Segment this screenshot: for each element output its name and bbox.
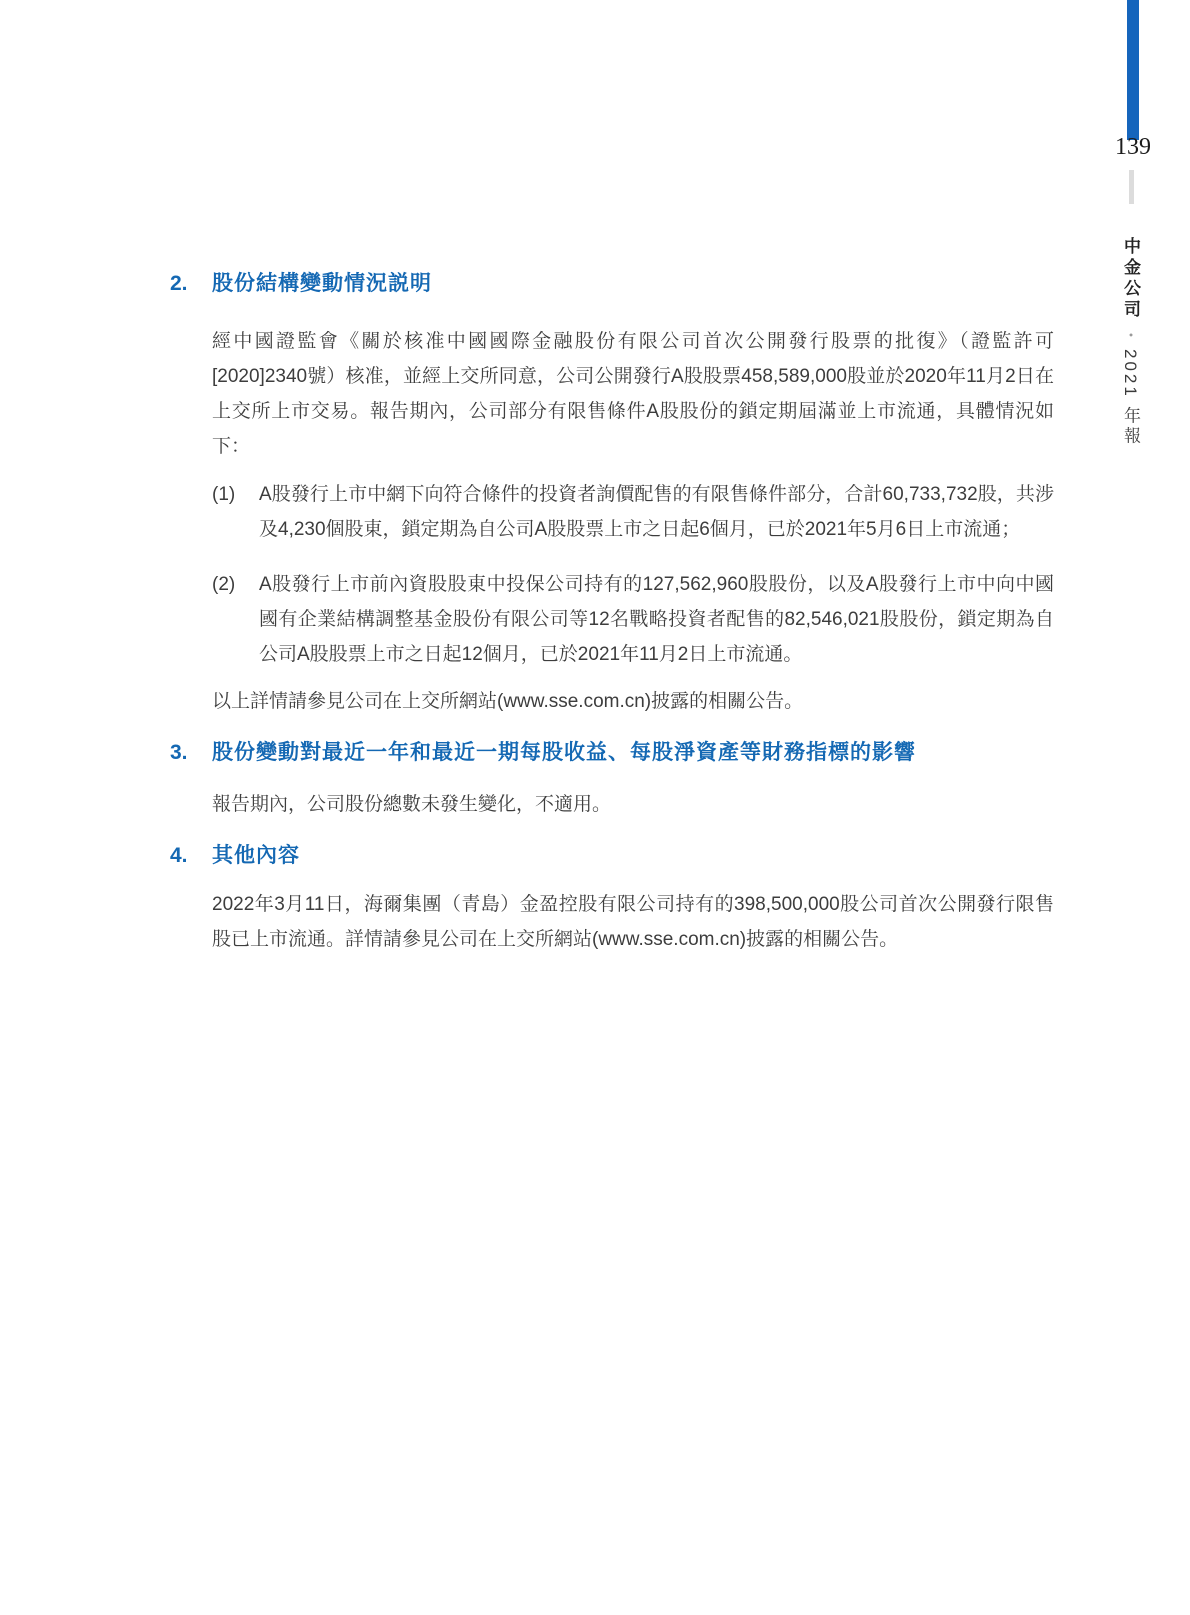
page-number: 139: [1115, 134, 1151, 160]
section-3-paragraph: 報告期內，公司股份總數未發生變化，不適用。: [212, 794, 612, 815]
section-2-intro-paragraph: 經中國證監會《關於核准中國國際金融股份有限公司首次公開發行股票的批復》（證監許可[2020]2340號）核准，並經上交所同意，公司公開發行A股股票458,589,000股並於2020年11月2日在上交所上市交易。報告期內，公司部分有限售條件A股股份的鎖定期屆滿並上市流通，具體情況如下：: [212, 331, 1054, 457]
section-3-heading: [170, 739, 1054, 767]
vertical-edge-title: [1118, 237, 1143, 657]
list-item-marker: (2): [212, 574, 236, 595]
section-2-heading: [170, 270, 1054, 298]
annual-report-year-vertical: 2021 年報: [1121, 348, 1140, 447]
section-2-title: 股份結構變動情況説明: [212, 272, 432, 295]
corner-accent-bar: [1127, 0, 1139, 140]
company-name-vertical: 中金公司: [1121, 237, 1140, 321]
main-content: [170, 270, 1054, 957]
page-number-divider: [1129, 170, 1134, 204]
list-item: [212, 477, 1054, 547]
list-item-text: A股發行上市前內資股股東中投保公司持有的127,562,960股股份，以及A股發行上市中向中國國有企業結構調整基金股份有限公司等12名戰略投資者配售的82,546,021股股份，鎖定期為自公司A股股票上市之日起12個月，已於2021年11月2日上市流通。: [259, 574, 1054, 665]
list-item-text: A股發行上市中網下向符合條件的投資者詢價配售的有限售條件部分，合計60,733,732股，共涉及4,230個股東，鎖定期為自公司A股股票上市之日起6個月，已於2021年5月6日上市流通；: [259, 484, 1054, 540]
list-item: [212, 567, 1054, 672]
bullet-separator: •: [1124, 333, 1137, 337]
section-4-title: 其他內容: [212, 844, 300, 867]
section-4-heading: [170, 842, 1054, 870]
section-2-closing-paragraph: 以上詳情請參見公司在上交所網站(www.sse.com.cn)披露的相關公告。: [212, 691, 804, 712]
section-3-title: 股份變動對最近一年和最近一期每股收益、每股淨資產等財務指標的影響: [212, 741, 916, 764]
section-4-number: 4.: [170, 844, 188, 867]
section-2-number: 2.: [170, 272, 188, 295]
section-4-paragraph: 2022年3月11日，海爾集團（青島）金盈控股有限公司持有的398,500,000股公司首次公開發行限售股已上市流通。詳情請參見公司在上交所網站(www.sse.com.cn)披露的相關公告。: [212, 894, 1054, 950]
section-3-number: 3.: [170, 741, 188, 764]
list-item-marker: (1): [212, 484, 236, 505]
